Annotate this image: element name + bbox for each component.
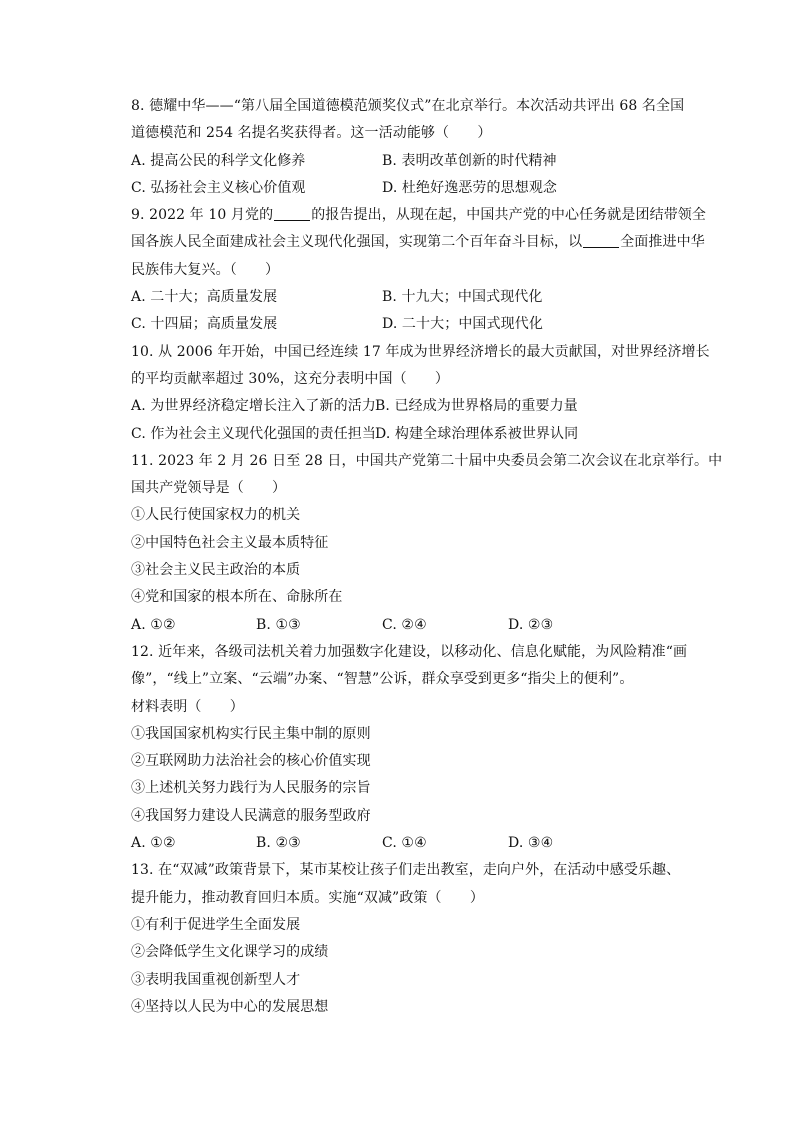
question-12-stem-line-1: 12. 近年来，各级司法机关着力加强数字化建设，以移动化、信息化赋能，为风险精准“画 bbox=[131, 643, 688, 660]
question-13-stem-line-1: 13. 在“双减”政策背景下，某市某校让孩子们走出教室，走向户外，在活动中感受乐趣、 bbox=[131, 862, 681, 879]
question-11-options-row bbox=[131, 612, 701, 639]
question-11-statement-2: ②中国特色社会主义最本质特征 bbox=[131, 534, 329, 551]
question-12-option-c[interactable]: C. ①④ bbox=[382, 835, 427, 852]
question-8-option-c[interactable]: C. 弘扬社会主义核心价值观 bbox=[131, 179, 306, 196]
question-12 bbox=[131, 639, 701, 857]
question-10-option-a[interactable]: A. 为世界经济稳定增长注入了新的活力 bbox=[131, 398, 376, 415]
question-9-stem-text-b: 的报告提出，从现在起，中国共产党的中心任务就是团结带领全 bbox=[311, 207, 707, 224]
question-9-options-row-1 bbox=[131, 284, 701, 311]
question-13 bbox=[131, 857, 701, 1021]
question-10 bbox=[131, 339, 710, 448]
question-11-stem-line-2: 国共产党领导是（ ） bbox=[131, 480, 287, 497]
question-8-option-b[interactable]: B. 表明改革创新的时代精神 bbox=[382, 152, 557, 169]
question-12-stem-line-3: 材料表明（ ） bbox=[131, 698, 244, 715]
question-9-option-d[interactable]: D. 二十大；中国式现代化 bbox=[382, 316, 543, 333]
question-13-statement-2: ②会降低学生文化课学习的成绩 bbox=[131, 944, 329, 961]
question-8 bbox=[131, 93, 701, 202]
question-9-stem-text-d: 全面推进中华 bbox=[620, 234, 705, 251]
question-12-statement-1: ①我国国家机构实行民主集中制的原则 bbox=[131, 725, 371, 742]
question-11 bbox=[131, 448, 723, 639]
question-10-option-b[interactable]: B. 已经成为世界格局的重要力量 bbox=[375, 398, 578, 415]
question-12-statement-3: ③上述机关努力践行为人民服务的宗旨 bbox=[131, 780, 371, 797]
question-11-option-b[interactable]: B. ①③ bbox=[256, 616, 301, 633]
question-12-stem-line-2: 像”，“线上”立案、“云端”办案、“智慧”公诉，群众享受到更多“指尖上的便利”。 bbox=[131, 671, 634, 688]
question-8-stem-line-2: 道德模范和 254 名提名奖获得者。这一活动能够（ ） bbox=[131, 125, 492, 142]
question-10-stem-line-2: 的平均贡献率超过 30%，这充分表明中国（ ） bbox=[131, 370, 449, 387]
question-8-options-row-1 bbox=[131, 148, 701, 175]
question-11-option-d[interactable]: D. ②③ bbox=[508, 616, 554, 633]
question-13-statement-3: ③表明我国重视创新型人才 bbox=[131, 971, 301, 988]
question-12-option-a[interactable]: A. ①② bbox=[131, 835, 176, 852]
question-8-stem-line-1: 8. 德耀中华——“第八届全国道德模范颁奖仪式”在北京举行。本次活动共评出 68 名全国 bbox=[131, 98, 685, 114]
question-9-stem-line-2 bbox=[131, 229, 705, 256]
question-11-statement-3: ③社会主义民主政治的本质 bbox=[131, 562, 301, 579]
question-9-option-c[interactable]: C. 十四届；高质量发展 bbox=[131, 316, 278, 333]
question-11-option-a[interactable]: A. ①② bbox=[131, 616, 176, 633]
question-12-option-d[interactable]: D. ③④ bbox=[508, 835, 554, 852]
question-12-statement-2: ②互联网助力法治社会的核心价值实现 bbox=[131, 753, 371, 770]
question-9-stem-text-a: 9. 2022 年 10 月党的 bbox=[131, 207, 274, 224]
question-10-option-c[interactable]: C. 作为社会主义现代化强国的责任担当 bbox=[131, 425, 377, 442]
question-8-options-row-2 bbox=[131, 175, 701, 202]
question-11-stem-line-1: 11. 2023 年 2 月 26 日至 28 日，中国共产党第二十届中央委员会第二次会议在北京举行。中 bbox=[131, 452, 723, 469]
question-10-options-row-1 bbox=[131, 393, 701, 420]
question-9-stem-text-c: 国各族人民全面建成社会主义现代化强国，实现第二个百年奋斗目标，以 bbox=[131, 234, 583, 251]
question-11-statement-1: ①人民行使国家权力的机关 bbox=[131, 507, 301, 524]
question-13-stem-line-2: 提升能力，推动教育回归本质。实施“双减”政策（ ） bbox=[131, 889, 484, 906]
question-13-statement-1: ①有利于促进学生全面发展 bbox=[131, 916, 301, 933]
question-8-option-a[interactable]: A. 提高公民的科学文化修养 bbox=[131, 152, 306, 169]
question-12-options-row bbox=[131, 830, 701, 857]
question-9-options-row-2 bbox=[131, 311, 701, 338]
question-12-option-b[interactable]: B. ②③ bbox=[256, 835, 301, 852]
question-9-stem-line-1 bbox=[131, 202, 707, 229]
fill-blank-1 bbox=[274, 204, 310, 221]
question-11-option-c[interactable]: C. ②④ bbox=[382, 616, 427, 633]
question-13-statement-4: ④坚持以人民为中心的发展思想 bbox=[131, 998, 329, 1015]
question-9-option-b[interactable]: B. 十九大；中国式现代化 bbox=[382, 289, 543, 306]
question-10-options-row-2 bbox=[131, 421, 701, 448]
question-9 bbox=[131, 202, 707, 338]
question-10-option-d[interactable]: D. 构建全球治理体系被世界认同 bbox=[375, 425, 579, 442]
question-10-stem-line-1: 10. 从 2006 年开始，中国已经连续 17 年成为世界经济增长的最大贡献国，对世界经济增长 bbox=[131, 343, 710, 360]
question-9-option-a[interactable]: A. 二十大；高质量发展 bbox=[131, 289, 278, 306]
question-8-option-d[interactable]: D. 杜绝好逸恶劳的思想观念 bbox=[382, 179, 558, 196]
question-12-statement-4: ④我国努力建设人民满意的服务型政府 bbox=[131, 807, 371, 824]
question-list bbox=[131, 93, 723, 1021]
question-9-stem-line-3: 民族伟大复兴。（ ） bbox=[131, 261, 280, 278]
question-11-statement-4: ④党和国家的根本所在、命脉所在 bbox=[131, 589, 343, 606]
fill-blank-2 bbox=[583, 231, 619, 248]
